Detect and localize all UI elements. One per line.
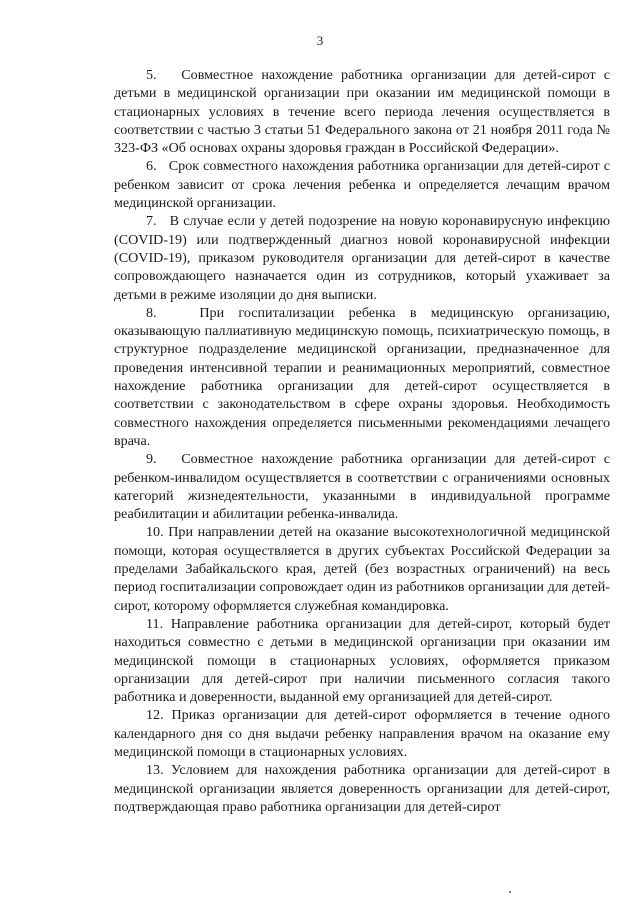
scan-speck [509,891,511,893]
paragraph-6: 6. Срок совместного нахождения работника организации для детей-сирот с ребенком зависит от срока лечения ребенка и определяется лечащим врачом медицинской организации. [114,158,610,212]
paragraph-9: 9. Совместное нахождение работника организации для детей-сирот с ребенком-инвалидом осуществляется в соответствии с ограничениями основных категорий жизнедеятельности, указанными в индивидуальной программе реабилитации и абилитации ребенка-инвалида. [114,451,610,523]
paragraph-8: 8. При госпитализации ребенка в медицинскую организацию, оказывающую паллиативную медицинскую помощь, психиатрическую помощь, в структурное подразделение медицинской организации, предназначенное для проведения интенсивной терапии и реанимационных мероприятий, совместное нахождение работника организации для детей-сирот осуществляется в соответствии с законодательством в сфере охраны здоровья. Необходимость совместного нахождения определяется письменными рекомендациями лечащего врача. [114,304,610,449]
paragraph-12: 12. Приказ организации для детей-сирот оформляется в течение одного календарного дня со дня выдачи ребенку направления врачом на оказание ему медицинской помощи в стационарных условиях. [114,707,610,760]
paragraph-5: 5. Совместное нахождение работника организации для детей-сирот с детьми в медицинской организации при оказании им медицинской помощи в стационарных условиях в течение всего периода лечения осуществляется в соответствии с частью 3 статьи 51 Федерального закона от 21 ноября 2011 года № 323-ФЗ «Об основах охраны здоровья граждан в Российской Федерации». [114,67,610,157]
paragraph-11: 11. Направление работника организации для детей-сирот, который будет находиться совместно с детьми в медицинской организации при оказании им медицинской помощи в стационарных условиях, оформляется приказом организации для детей-сирот при наличии письменного согласия такого работника и доверенности, выданной ему организацией для детей-сирот. [114,615,610,706]
page-number: 3 [316,33,324,48]
paragraph-10: 10. При направлении детей на оказание высокотехнологичной медицинской помощи, которая осуществляется в других субъектах Российской Федерации за пределами Забайкальского края, детей (без возрастных ограничений) на весь период госпитализации сопровождает один из работников организации для детей-сирот, которому оформляется служебная командировка. [114,524,610,614]
paragraph-13: 13. Условием для нахождения работника организации для детей-сирот в медицинской организации является доверенность организации для детей-сирот, подтверждающая право работника организации для детей-сирот [114,762,610,815]
paragraph-7: 7. В случае если у детей подозрение на новую коронавирусную инфекцию (COVID-19) или подтвержденный диагноз новой коронавирусной инфекции (COVID-19), приказом руководителя организации для детей-сирот в качестве сопровождающего назначается один из сотрудников, который ухаживает за детьми в режиме изоляции до дня выписки. [114,213,610,303]
document-body [114,66,610,816]
